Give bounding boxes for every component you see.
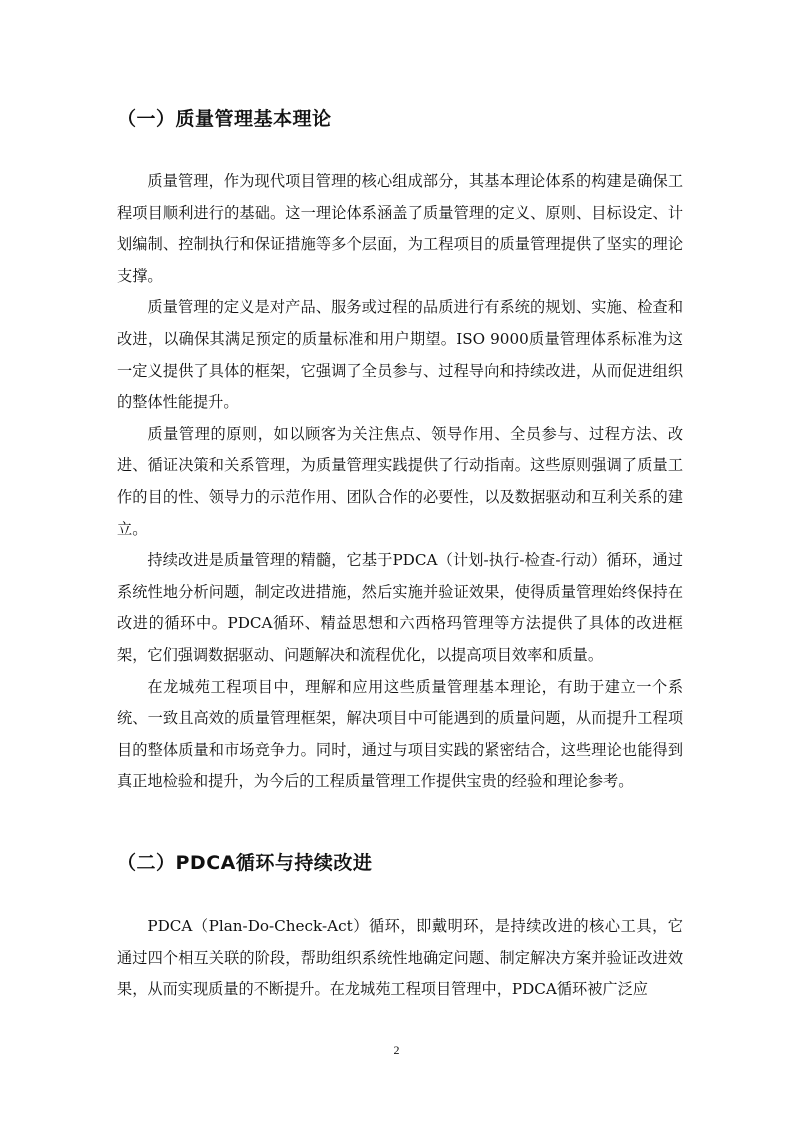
paragraph: 持续改进是质量管理的精髓，它基于PDCA（计划-执行-检查-行动）循环，通过系统性地分析问题，制定改进措施，然后实施并验证效果，使得质量管理始终保持在改进的循环中。PDCA循环、精益思想和六西格玛管理等方法提供了具体的改进框架，它们强调数据驱动、问题解决和流程优化，以提高项目效率和质量。	[117, 551, 683, 664]
paragraph: 质量管理的原则，如以顾客为关注焦点、领导作用、全员参与、过程方法、改进、循证决策和关系管理，为质量管理实践提供了行动指南。这些原则强调了质量工作的目的性、领导力的示范作用、团队合作的必要性，以及数据驱动和互利关系的建立。	[117, 424, 683, 538]
section-heading-quality-theory: （一）质量管理基本理论	[117, 108, 332, 130]
section-heading-pdca: （二）PDCA循环与持续改进	[117, 852, 373, 874]
paragraph: 在龙城苑工程项目中，理解和应用这些质量管理基本理论，有助于建立一个系统、一致且高效的质量管理框架，解决项目中可能遇到的质量问题，从而提升工程项目的整体质量和市场竞争力。同时，通过与项目实践的紧密结合，这些理论也能得到真正地检验和提升，为今后的工程质量管理工作提供宝贵的经验和理论参考。	[117, 677, 683, 791]
paragraph: 质量管理，作为现代项目管理的核心组成部分，其基本理论体系的构建是确保工程项目顺利进行的基础。这一理论体系涵盖了质量管理的定义、原则、目标设定、计划编制、控制执行和保证措施等多个层面，为工程项目的质量管理提供了坚实的理论支撑。	[117, 172, 683, 285]
paragraph: PDCA（Plan-Do-Check-Act）循环，即戴明环，是持续改进的核心工具，它通过四个相互关联的阶段，帮助组织系统性地确定问题、制定解决方案并验证改进效果，从而实现质量的不断提升。在龙城苑工程项目管理中，PDCA循环被广泛应	[117, 917, 683, 999]
section-body-pdca	[117, 911, 683, 1006]
page-number: 2	[393, 1043, 400, 1057]
section-body-quality-theory	[117, 166, 683, 798]
paragraph: 质量管理的定义是对产品、服务或过程的品质进行有系统的规划、实施、检查和改进，以确保其满足预定的质量标准和用户期望。ISO 9000质量管理体系标准为这一定义提供了具体的框架，它强调了全员参与、过程导向和持续改进，从而促进组织的整体性能提升。	[117, 298, 683, 412]
